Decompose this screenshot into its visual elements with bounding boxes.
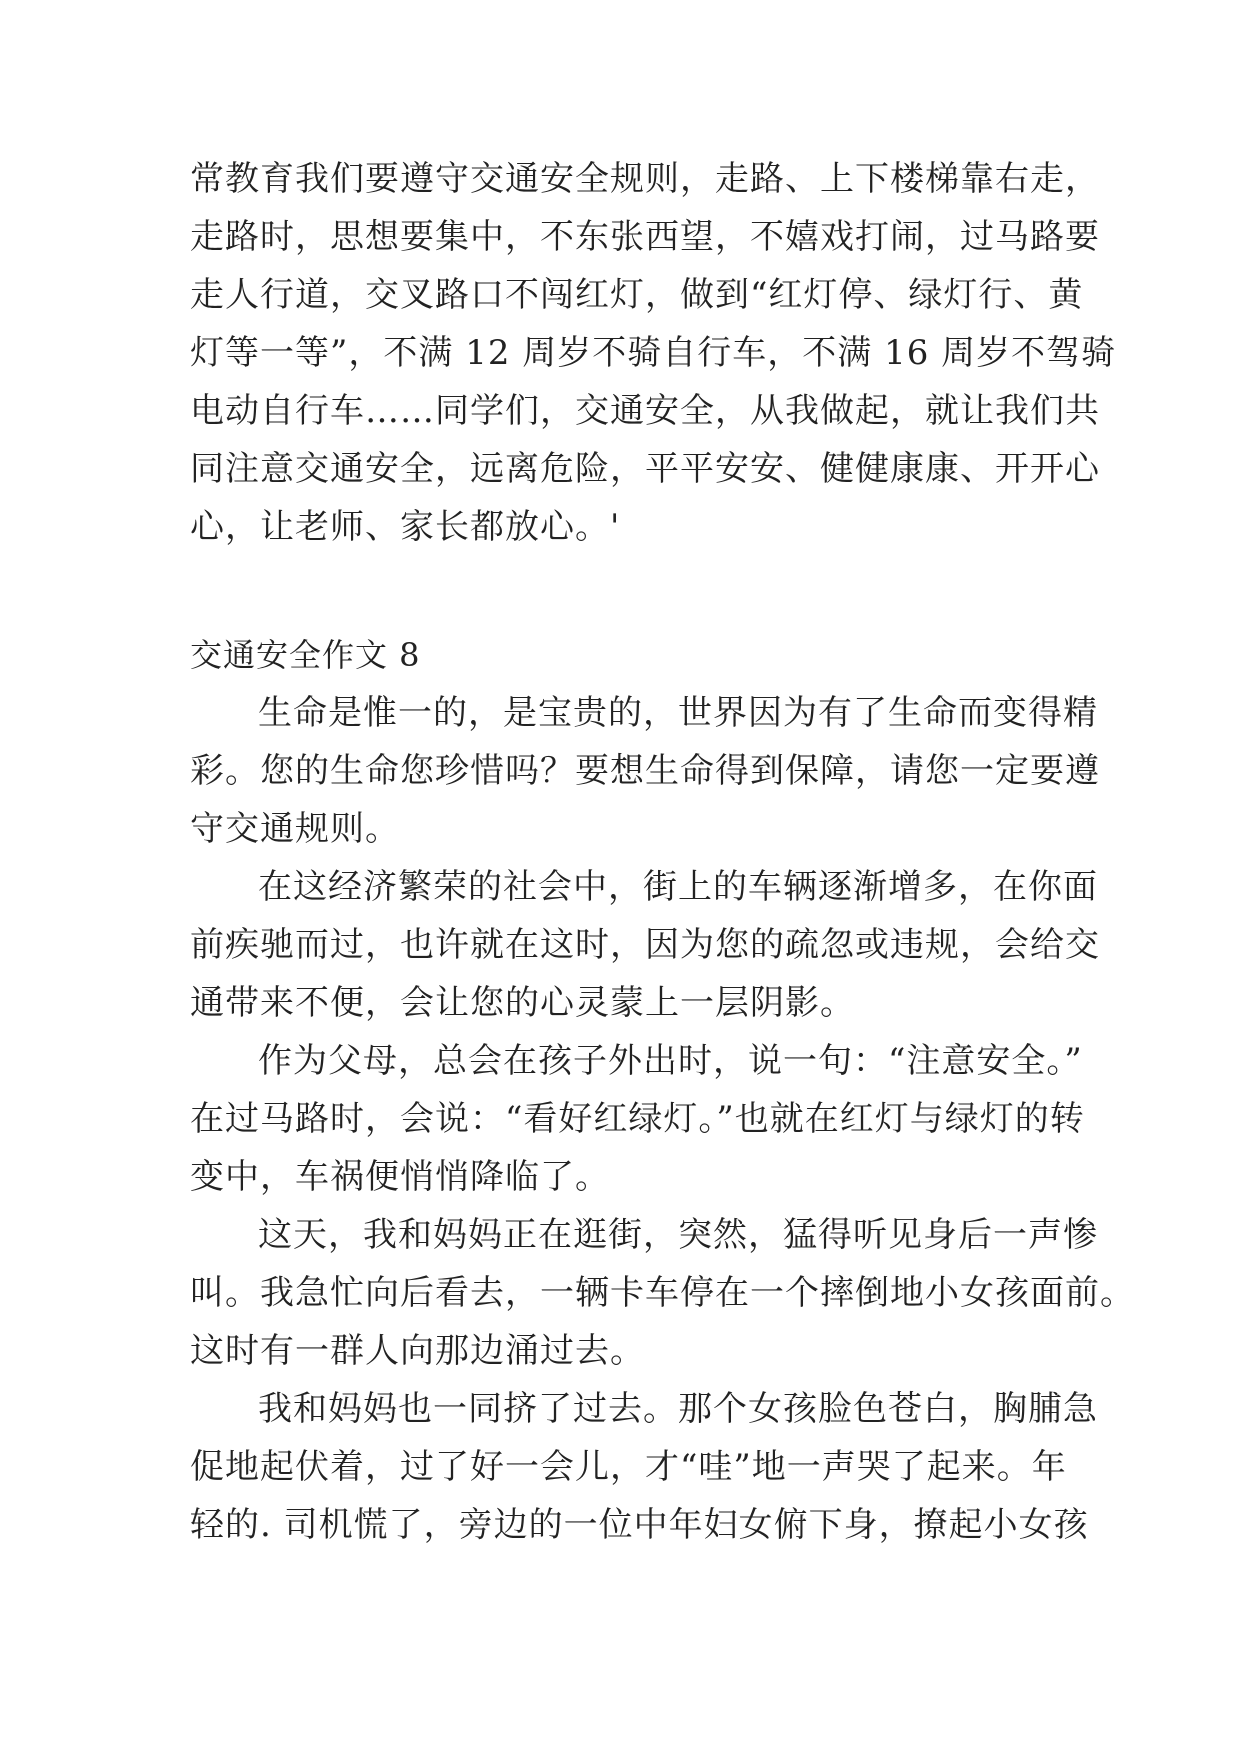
paragraph	[190, 1380, 1098, 1554]
text-line: 变中，车祸便悄悄降临了。	[190, 1157, 610, 1197]
section-gap	[190, 556, 1050, 626]
text-line: 前疾驰而过，也许就在这时，因为您的疏忽或违规，会给交	[190, 925, 1100, 965]
section-title: 交通安全作文 8	[190, 636, 421, 674]
text-line: 这天，我和妈妈正在逛街，突然，猛得听见身后一声惨	[258, 1215, 1098, 1255]
document-page	[190, 150, 1135, 1554]
text-line: 通带来不便，会让您的心灵蒙上一层阴影。	[190, 983, 855, 1023]
paragraph	[190, 1032, 1085, 1206]
text-line: 走人行道，交叉路口不闯红灯，做到“红灯停、绿灯行、黄	[190, 275, 1084, 315]
paragraph	[190, 684, 1100, 858]
text-line: 生命是惟一的，是宝贵的，世界因为有了生命而变得精	[258, 693, 1098, 733]
text-line: 在这经济繁荣的社会中，街上的车辆逐渐增多，在你面	[258, 867, 1098, 907]
text-line: 促地起伏着，过了好一会儿，才“哇”地一声哭了起来。年	[190, 1447, 1067, 1487]
text-line: 我和妈妈也一同挤了过去。那个女孩脸色苍白，胸脯急	[258, 1389, 1098, 1429]
text-line: 彩。您的生命您珍惜吗？要想生命得到保障，请您一定要遵	[190, 751, 1100, 791]
text-line: 作为父母，总会在孩子外出时，说一句：“注意安全。”	[258, 1041, 1083, 1081]
text-line: 这时有一群人向那边涌过去。	[190, 1331, 645, 1371]
text-line: 轻的. 司机慌了，旁边的一位中年妇女俯下身，撩起小女孩	[190, 1505, 1089, 1545]
continuation-paragraph	[190, 150, 1117, 556]
text-line: 灯等一等”，不满 12 周岁不骑自行车，不满 16 周岁不驾骑	[190, 333, 1117, 373]
text-line: 守交通规则。	[190, 809, 400, 849]
text-line: 同注意交通安全，远离危险，平平安安、健健康康、开开心	[190, 449, 1100, 489]
text-line: 电动自行车……同学们，交通安全，从我做起，就让我们共	[190, 391, 1100, 431]
text-line: 在过马路时，会说：“看好红绿灯。”也就在红灯与绿灯的转	[190, 1099, 1085, 1139]
paragraph	[190, 1206, 1135, 1380]
text-line: 叫。我急忙向后看去，一辆卡车停在一个摔倒地小女孩面前。	[190, 1273, 1135, 1313]
paragraph	[190, 858, 1100, 1032]
text-line: 走路时，思想要集中，不东张西望，不嬉戏打闹，过马路要	[190, 217, 1100, 257]
text-line: 心，让老师、家长都放心。'	[190, 507, 621, 547]
text-line: 常教育我们要遵守交通安全规则，走路、上下楼梯靠右走，	[190, 159, 1100, 199]
